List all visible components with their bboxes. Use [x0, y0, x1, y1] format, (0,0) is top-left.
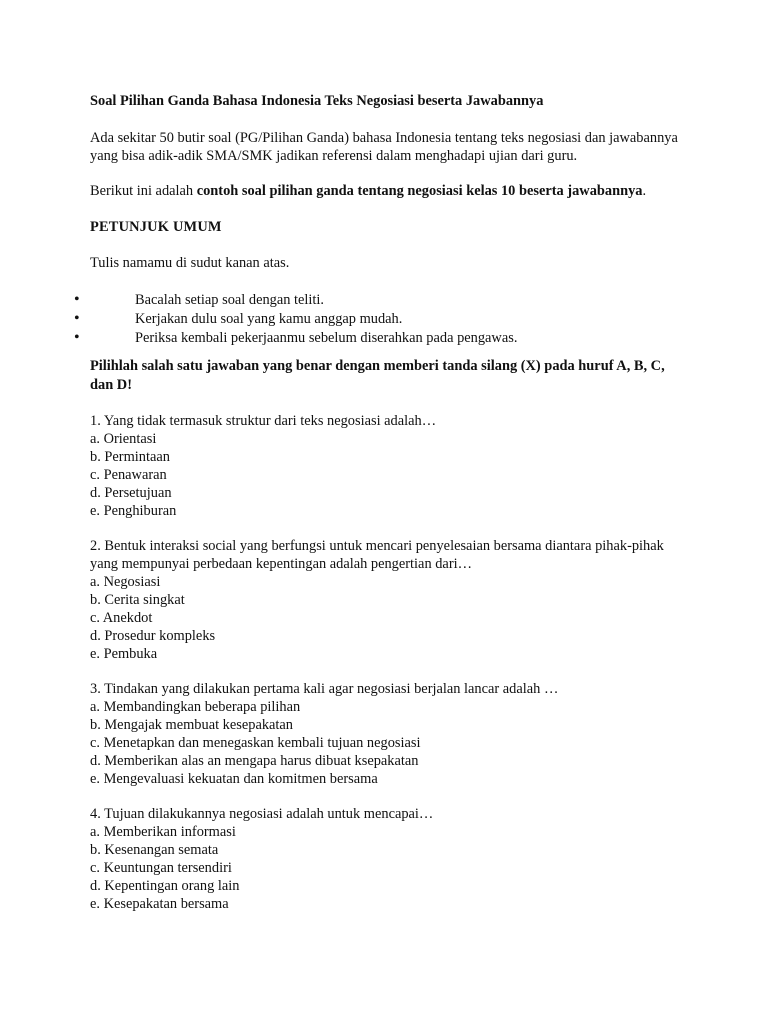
answer-option: e. Pembuka: [90, 646, 158, 662]
answer-option: d. Prosedur kompleks: [90, 628, 216, 644]
answer-option: a. Membandingkan beberapa pilihan: [90, 699, 301, 715]
answer-option: d. Kepentingan orang lain: [90, 878, 240, 894]
bullet-icon: •: [74, 329, 80, 346]
lead-bold-link: contoh soal pilihan ganda tentang negosiasi kelas 10 beserta jawabannya: [196, 183, 643, 199]
document-page: [74, 92, 690, 913]
answer-option: c. Keuntungan tersendiri: [90, 860, 232, 876]
question-text: 1. Yang tidak termasuk struktur dari teks negosiasi adalah…: [90, 413, 437, 429]
question-block: [90, 805, 690, 913]
lead-prefix: Berikut ini adalah: [90, 183, 197, 199]
answer-option: e. Mengevaluasi kekuatan dan komitmen bersama: [90, 771, 378, 787]
instruction-list: [74, 291, 690, 348]
answer-option: c. Menetapkan dan menegaskan kembali tujuan negosiasi: [90, 735, 421, 751]
list-item: [74, 310, 690, 329]
question-text: 4. Tujuan dilakukannya negosiasi adalah untuk mencapai…: [90, 806, 434, 822]
answer-option: a. Memberikan informasi: [90, 824, 236, 840]
answer-option: c. Anekdot: [90, 610, 153, 626]
question-block: [90, 412, 690, 520]
bullet-text: Kerjakan dulu soal yang kamu anggap mudah.: [135, 311, 403, 327]
document-title: Soal Pilihan Ganda Bahasa Indonesia Teks Negosiasi beserta Jawabannya: [90, 93, 544, 109]
answer-instruction: Pilihlah salah satu jawaban yang benar dengan memberi tanda silang (X) pada huruf A, B, C, dan D!: [90, 358, 665, 393]
bullet-text: Bacalah setiap soal dengan teliti.: [135, 292, 325, 308]
bullet-icon: •: [74, 310, 80, 327]
answer-option: a. Orientasi: [90, 431, 157, 447]
answer-option: c. Penawaran: [90, 467, 167, 483]
answer-option: b. Mengajak membuat kesepakatan: [90, 717, 293, 733]
question-text: 2. Bentuk interaksi social yang berfungsi untuk mencari penyelesaian bersama diantara pihak-pihak yang mempunyai perbedaan kepentingan adalah pengertian dari…: [90, 538, 664, 572]
question-block: [90, 537, 690, 663]
general-note: Tulis namamu di sudut kanan atas.: [90, 255, 290, 271]
answer-option: b. Kesenangan semata: [90, 842, 219, 858]
lead-paragraph: [90, 182, 690, 200]
answer-option: e. Penghiburan: [90, 503, 177, 519]
answer-option: d. Memberikan alas an mengapa harus dibuat ksepakatan: [90, 753, 419, 769]
section-heading: PETUNJUK UMUM: [90, 219, 222, 235]
question-text: 3. Tindakan yang dilakukan pertama kali agar negosiasi berjalan lancar adalah …: [90, 681, 559, 697]
answer-option: d. Persetujuan: [90, 485, 172, 501]
lead-suffix: .: [642, 183, 647, 199]
answer-option: b. Cerita singkat: [90, 592, 185, 608]
list-item: [74, 291, 690, 310]
bullet-icon: •: [74, 291, 80, 308]
intro-paragraph: Ada sekitar 50 butir soal (PG/Pilihan Ganda) bahasa Indonesia tentang teks negosiasi dan jawabannya yang bisa adik-adik SMA/SMK jadikan referensi dalam menghadapi ujian dari guru.: [90, 130, 678, 164]
answer-option: e. Kesepakatan bersama: [90, 896, 229, 912]
answer-option: a. Negosiasi: [90, 574, 161, 590]
list-item: [74, 329, 690, 348]
bullet-text: Periksa kembali pekerjaanmu sebelum diserahkan pada pengawas.: [135, 330, 518, 346]
question-block: [90, 680, 690, 788]
answer-option: b. Permintaan: [90, 449, 170, 465]
